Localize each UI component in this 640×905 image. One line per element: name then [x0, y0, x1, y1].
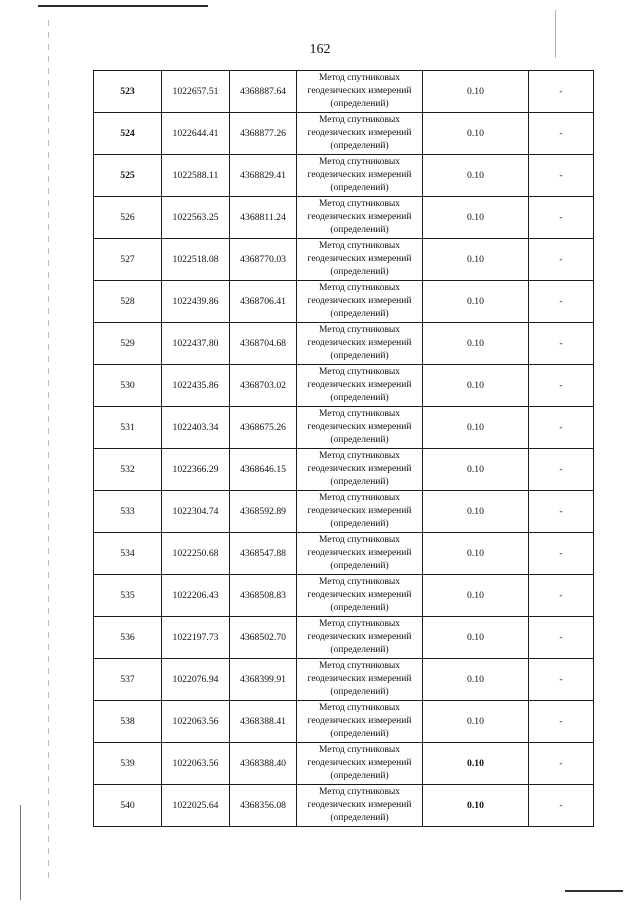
method-line: (определений) [330, 393, 389, 403]
point-number-cell: 530 [94, 365, 162, 407]
note-cell: - [529, 197, 594, 239]
x-coordinate-cell: 1022435.86 [162, 365, 230, 407]
accuracy-cell: 0.10 [423, 449, 529, 491]
method-cell [297, 491, 423, 533]
y-coordinate-cell: 4368675.26 [230, 407, 297, 449]
note-cell: - [529, 113, 594, 155]
method-line: Метод спутниковых [318, 703, 401, 713]
method-line: геодезических измерений [307, 380, 412, 390]
method-line: (определений) [330, 645, 389, 655]
method-line: (определений) [330, 99, 389, 109]
method-line: геодезических измерений [307, 128, 412, 138]
point-number-cell: 524 [94, 113, 162, 155]
table-row [94, 491, 594, 533]
method-line: Метод спутниковых [318, 115, 401, 125]
x-coordinate-cell: 1022657.51 [162, 71, 230, 113]
accuracy-cell: 0.10 [423, 659, 529, 701]
method-line: геодезических измерений [307, 170, 412, 180]
coordinates-table [93, 70, 594, 827]
method-line: геодезических измерений [307, 758, 412, 768]
method-line: геодезических измерений [307, 338, 412, 348]
method-line: (определений) [330, 813, 389, 823]
table-row [94, 197, 594, 239]
point-number-cell: 529 [94, 323, 162, 365]
note-cell: - [529, 281, 594, 323]
method-cell [297, 155, 423, 197]
y-coordinate-cell: 4368646.15 [230, 449, 297, 491]
method-line: геодезических измерений [307, 632, 412, 642]
y-coordinate-cell: 4368887.64 [230, 71, 297, 113]
accuracy-cell: 0.10 [423, 71, 529, 113]
method-line: геодезических измерений [307, 716, 412, 726]
table-row [94, 617, 594, 659]
x-coordinate-cell: 1022304.74 [162, 491, 230, 533]
method-line: Метод спутниковых [318, 367, 401, 377]
method-line: Метод спутниковых [318, 241, 401, 251]
point-number-cell: 538 [94, 701, 162, 743]
table-row [94, 701, 594, 743]
scan-left-margin-mark [48, 20, 49, 880]
note-cell: - [529, 743, 594, 785]
method-cell [297, 239, 423, 281]
method-line: Метод спутниковых [318, 745, 401, 755]
accuracy-cell: 0.10 [423, 617, 529, 659]
table-row [94, 113, 594, 155]
method-cell [297, 449, 423, 491]
table-row [94, 365, 594, 407]
point-number-cell: 537 [94, 659, 162, 701]
method-line: Метод спутниковых [318, 619, 401, 629]
scan-top-rule [38, 5, 208, 7]
scan-bottom-rule [565, 890, 623, 892]
method-line: Метод спутниковых [318, 199, 401, 209]
method-cell [297, 659, 423, 701]
coordinates-table-body [94, 71, 594, 827]
method-cell [297, 743, 423, 785]
x-coordinate-cell: 1022563.25 [162, 197, 230, 239]
y-coordinate-cell: 4368704.68 [230, 323, 297, 365]
table-row [94, 155, 594, 197]
y-coordinate-cell: 4368829.41 [230, 155, 297, 197]
x-coordinate-cell: 1022063.56 [162, 701, 230, 743]
method-line: геодезических измерений [307, 464, 412, 474]
note-cell: - [529, 239, 594, 281]
note-cell: - [529, 71, 594, 113]
x-coordinate-cell: 1022437.80 [162, 323, 230, 365]
method-cell [297, 281, 423, 323]
method-cell [297, 701, 423, 743]
method-line: (определений) [330, 771, 389, 781]
method-line: геодезических измерений [307, 254, 412, 264]
method-line: Метод спутниковых [318, 409, 401, 419]
x-coordinate-cell: 1022518.08 [162, 239, 230, 281]
method-line: (определений) [330, 183, 389, 193]
method-cell [297, 323, 423, 365]
y-coordinate-cell: 4368399.91 [230, 659, 297, 701]
y-coordinate-cell: 4368502.70 [230, 617, 297, 659]
method-line: Метод спутниковых [318, 451, 401, 461]
y-coordinate-cell: 4368811.24 [230, 197, 297, 239]
accuracy-cell: 0.10 [423, 785, 529, 827]
method-line: Метод спутниковых [318, 157, 401, 167]
x-coordinate-cell: 1022366.29 [162, 449, 230, 491]
note-cell: - [529, 617, 594, 659]
method-line: Метод спутниковых [318, 493, 401, 503]
method-line: геодезических измерений [307, 86, 412, 96]
table-row [94, 281, 594, 323]
table-row [94, 659, 594, 701]
method-line: (определений) [330, 351, 389, 361]
accuracy-cell: 0.10 [423, 491, 529, 533]
method-line: геодезических измерений [307, 548, 412, 558]
y-coordinate-cell: 4368877.26 [230, 113, 297, 155]
method-cell [297, 365, 423, 407]
point-number-cell: 525 [94, 155, 162, 197]
accuracy-cell: 0.10 [423, 113, 529, 155]
x-coordinate-cell: 1022197.73 [162, 617, 230, 659]
point-number-cell: 534 [94, 533, 162, 575]
accuracy-cell: 0.10 [423, 407, 529, 449]
y-coordinate-cell: 4368356.08 [230, 785, 297, 827]
note-cell: - [529, 701, 594, 743]
y-coordinate-cell: 4368703.02 [230, 365, 297, 407]
method-cell [297, 533, 423, 575]
method-line: геодезических измерений [307, 296, 412, 306]
point-number-cell: 528 [94, 281, 162, 323]
accuracy-cell: 0.10 [423, 575, 529, 617]
method-line: (определений) [330, 267, 389, 277]
y-coordinate-cell: 4368547.88 [230, 533, 297, 575]
point-number-cell: 526 [94, 197, 162, 239]
point-number-cell: 527 [94, 239, 162, 281]
method-line: Метод спутниковых [318, 325, 401, 335]
point-number-cell: 523 [94, 71, 162, 113]
note-cell: - [529, 659, 594, 701]
accuracy-cell: 0.10 [423, 701, 529, 743]
accuracy-cell: 0.10 [423, 239, 529, 281]
x-coordinate-cell: 1022076.94 [162, 659, 230, 701]
method-cell [297, 575, 423, 617]
y-coordinate-cell: 4368388.40 [230, 743, 297, 785]
method-line: Метод спутниковых [318, 661, 401, 671]
table-row [94, 323, 594, 365]
accuracy-cell: 0.10 [423, 197, 529, 239]
x-coordinate-cell: 1022206.43 [162, 575, 230, 617]
method-line: геодезических измерений [307, 674, 412, 684]
note-cell: - [529, 785, 594, 827]
note-cell: - [529, 449, 594, 491]
note-cell: - [529, 491, 594, 533]
accuracy-cell: 0.10 [423, 323, 529, 365]
table-row [94, 785, 594, 827]
method-line: (определений) [330, 225, 389, 235]
method-cell [297, 617, 423, 659]
method-cell [297, 113, 423, 155]
method-line: (определений) [330, 309, 389, 319]
method-line: геодезических измерений [307, 590, 412, 600]
point-number-cell: 532 [94, 449, 162, 491]
page-number: 162 [309, 42, 331, 57]
method-line: (определений) [330, 141, 389, 151]
note-cell: - [529, 407, 594, 449]
x-coordinate-cell: 1022644.41 [162, 113, 230, 155]
method-line: Метод спутниковых [318, 787, 401, 797]
point-number-cell: 531 [94, 407, 162, 449]
method-line: геодезических измерений [307, 422, 412, 432]
x-coordinate-cell: 1022439.86 [162, 281, 230, 323]
point-number-cell: 540 [94, 785, 162, 827]
point-number-cell: 535 [94, 575, 162, 617]
accuracy-cell: 0.10 [423, 155, 529, 197]
method-line: Метод спутниковых [318, 577, 401, 587]
method-line: (определений) [330, 477, 389, 487]
note-cell: - [529, 575, 594, 617]
method-line: (определений) [330, 729, 389, 739]
method-line: геодезических измерений [307, 506, 412, 516]
table-row [94, 71, 594, 113]
note-cell: - [529, 155, 594, 197]
method-cell [297, 785, 423, 827]
scan-left-margin-mark-lower [20, 805, 21, 900]
method-line: Метод спутниковых [318, 535, 401, 545]
method-line: геодезических измерений [307, 212, 412, 222]
note-cell: - [529, 365, 594, 407]
x-coordinate-cell: 1022588.11 [162, 155, 230, 197]
x-coordinate-cell: 1022063.56 [162, 743, 230, 785]
y-coordinate-cell: 4368770.03 [230, 239, 297, 281]
table-row [94, 407, 594, 449]
accuracy-cell: 0.10 [423, 365, 529, 407]
accuracy-cell: 0.10 [423, 533, 529, 575]
method-line: (определений) [330, 435, 389, 445]
method-cell [297, 407, 423, 449]
point-number-cell: 533 [94, 491, 162, 533]
table-row [94, 533, 594, 575]
method-line: геодезических измерений [307, 800, 412, 810]
y-coordinate-cell: 4368592.89 [230, 491, 297, 533]
x-coordinate-cell: 1022403.34 [162, 407, 230, 449]
method-line: (определений) [330, 687, 389, 697]
method-cell [297, 197, 423, 239]
table-row [94, 575, 594, 617]
y-coordinate-cell: 4368706.41 [230, 281, 297, 323]
method-cell [297, 71, 423, 113]
y-coordinate-cell: 4368508.83 [230, 575, 297, 617]
point-number-cell: 536 [94, 617, 162, 659]
method-line: (определений) [330, 561, 389, 571]
method-line: Метод спутниковых [318, 283, 401, 293]
x-coordinate-cell: 1022250.68 [162, 533, 230, 575]
accuracy-cell: 0.10 [423, 281, 529, 323]
x-coordinate-cell: 1022025.64 [162, 785, 230, 827]
note-cell: - [529, 533, 594, 575]
method-line: (определений) [330, 603, 389, 613]
note-cell: - [529, 323, 594, 365]
table-row [94, 239, 594, 281]
point-number-cell: 539 [94, 743, 162, 785]
method-line: Метод спутниковых [318, 73, 401, 83]
method-line: (определений) [330, 519, 389, 529]
table-row [94, 449, 594, 491]
accuracy-cell: 0.10 [423, 743, 529, 785]
y-coordinate-cell: 4368388.41 [230, 701, 297, 743]
table-row [94, 743, 594, 785]
